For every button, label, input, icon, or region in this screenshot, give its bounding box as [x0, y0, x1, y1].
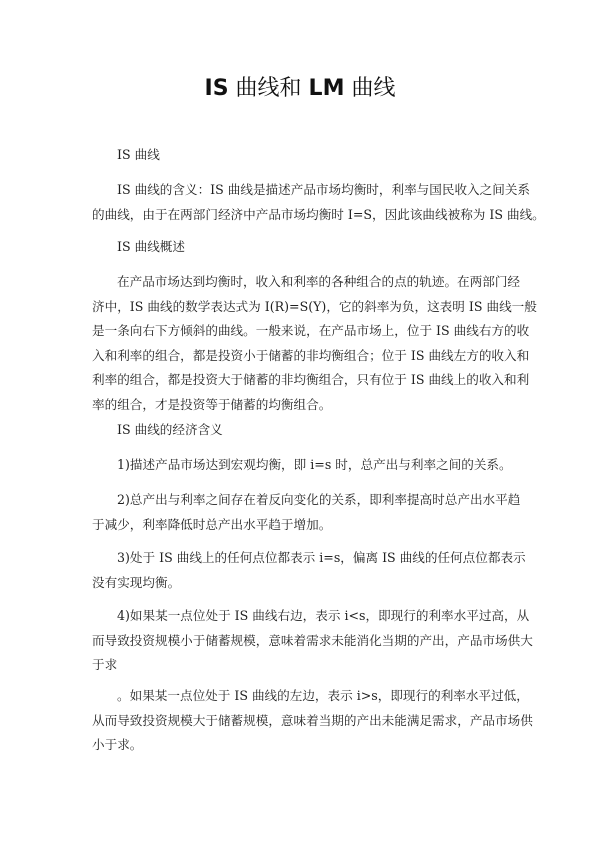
- section-heading-economic-meaning: IS 曲线的经济含义: [117, 422, 223, 437]
- paragraph-line: 而导致投资规模小于储蓄规模，意味着需求未能消化当期的产出，产品市场供大: [92, 632, 533, 648]
- paragraph-definition: [92, 178, 545, 227]
- paragraph-overview: [92, 270, 537, 417]
- paragraph-line: 于减少，利率降低时总产出水平趋于增加。: [92, 516, 332, 532]
- paragraph-line: 是一条向右下方倾斜的曲线。一般来说，在产品市场上，位于 IS 曲线右方的收: [92, 323, 530, 338]
- paragraph-line: 在产品市场达到均衡时，收入和利率的各种组合的点的轨迹。在两部门经: [117, 274, 520, 289]
- paragraph-line: 4)如果某一点位处于 IS 曲线右边，表示 i<s，即现行的利率水平过高，从: [117, 608, 530, 623]
- paragraph-line: 1)描述产品市场达到宏观均衡，即 i=s 时，总产出与利率之间的关系。: [117, 457, 512, 472]
- title-mid: 曲线和: [228, 76, 309, 101]
- list-item-1: [92, 453, 522, 478]
- list-item-4: [92, 604, 533, 678]
- paragraph-line: 利率的组合，都是投资大于储蓄的非均衡组合，只有位于 IS 曲线上的收入和利: [92, 372, 530, 387]
- paragraph-line: IS 曲线的含义：IS 曲线是描述产品市场均衡时，利率与国民收入之间关系: [117, 182, 531, 197]
- page-title: [0, 73, 600, 105]
- paragraph-line: 于求: [92, 657, 118, 672]
- paragraph-line: 率的组合，才是投资等于储蓄的均衡组合。: [92, 396, 332, 412]
- section-heading-is-curve: IS 曲线: [117, 147, 160, 162]
- paragraph-line: 小于求。: [92, 737, 143, 752]
- paragraph-line: 的曲线，由于在两部门经济中产品市场均衡时 I=S，因此该曲线被称为 IS 曲线。: [92, 206, 545, 222]
- paragraph-line: 入和利率的组合，都是投资小于储蓄的非均衡组合；位于 IS 曲线左方的收入和: [92, 347, 530, 363]
- paragraph-line: 3)处于 IS 曲线上的任何点位都表示 i=s，偏离 IS 曲线的任何点位都表示: [117, 550, 526, 565]
- title-lm: LM: [308, 76, 345, 101]
- list-item-2: [92, 488, 522, 537]
- paragraph-line: 没有实现均衡。: [92, 574, 181, 590]
- paragraph-line: 从而导致投资规模大于储蓄规模，意味着当期的产出未能满足需求，产品市场供: [92, 712, 533, 728]
- section-heading-overview: IS 曲线概述: [117, 239, 185, 254]
- title-end: 曲线: [344, 76, 396, 101]
- list-item-3: [92, 546, 526, 595]
- title-is: IS: [204, 76, 229, 101]
- list-item-5: [92, 684, 533, 758]
- paragraph-line: 济中，IS 曲线的数学表达式为 I(R)=S(Y)，它的斜率为负，这表明 IS 曲线一般: [92, 298, 537, 314]
- paragraph-line: 。如果某一点位处于 IS 曲线的左边，表示 i>s，即现行的利率水平过低，: [117, 688, 529, 703]
- paragraph-line: 2)总产出与利率之间存在着反向变化的关系，即利率提高时总产出水平趋: [117, 492, 521, 507]
